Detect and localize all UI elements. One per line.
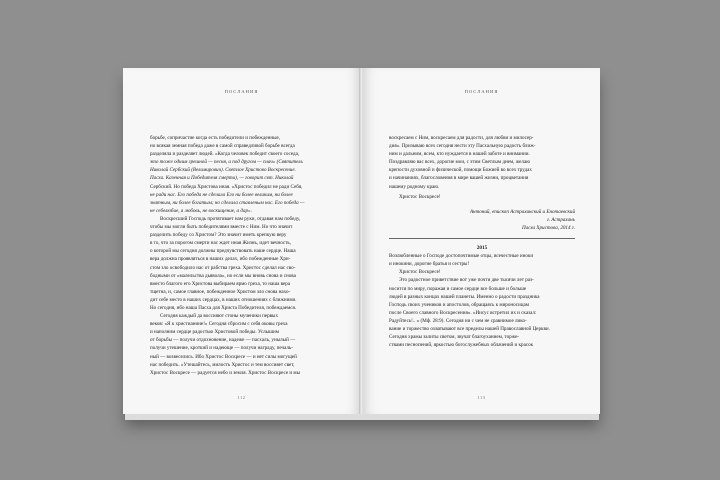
right-running-head: ПОСЛАНИЯ bbox=[464, 89, 499, 94]
text-line: вместо благого его Христова выбираем ярмо греха, то наша вера bbox=[150, 280, 291, 287]
text-line: от борьбы — получи отдохновение, надеже — пасхаль, унылый — bbox=[150, 337, 296, 344]
text-line: тщетна, и, самое главное, побежденное Христом зло снова нахо- bbox=[150, 288, 291, 295]
text-line: ним и дальним, всем, кто нуждается в нашей заботе и внимании. bbox=[389, 151, 530, 158]
text-line: стом зло освободило нас от рабства греха. Христос сделал нас сво- bbox=[150, 264, 296, 271]
text-line: дит себе место в наших сердцах, в наших отношениях с ближними. bbox=[150, 296, 297, 303]
text-line: нашему родному краю. bbox=[389, 183, 440, 190]
text-line: разделяла и разделяет людей. «Когда человек победит своего соседа, bbox=[150, 151, 300, 158]
text-line: Но сегодня, ибо наша Пасха для Христа Победителя, побеждаемся. bbox=[150, 304, 297, 311]
text-line: крепости духовной и физической, помощи Божией во всех трудах bbox=[389, 167, 532, 174]
text-line: Господь своих учеников и апостолов, обращаясь к мироносицам bbox=[389, 301, 529, 308]
text-line: ный — возвеселись. Ибо Христос Воскресе — и нет силы могущей bbox=[150, 353, 297, 360]
text-line: Воскресший Господь протягивает нам руки, отдавая нам победу, bbox=[160, 215, 301, 222]
text-line: ствами песнопений, яркостью богослужебных облачений и красок bbox=[389, 342, 534, 349]
right-page bbox=[363, 68, 600, 414]
text-line: Возлюбленные о Господе достопочтимые отцы, всечестные иноки bbox=[389, 253, 534, 260]
right-page-text bbox=[389, 134, 575, 349]
section-divider bbox=[389, 238, 575, 239]
text-line: Это радостное приветствие вот уже почти две тысячи лет раз- bbox=[399, 277, 534, 284]
text-line: бодными от «малельства дьявола», но если мы вновь снова и снова bbox=[150, 272, 296, 279]
signature-line: Пасха Христова, 2014 г. bbox=[521, 224, 575, 231]
text-line: вание и торжество охватывают все пределы нашей Православной Церкви. bbox=[389, 325, 550, 332]
right-page-number: 113 bbox=[477, 395, 486, 400]
left-page-text bbox=[150, 134, 336, 377]
text-line: и наполним сердце радостью Христовой победы. Услышим bbox=[150, 329, 279, 336]
text-line: получи утешение, кроткий и надеюще — получи награду, печаль- bbox=[150, 345, 293, 352]
text-line: Христос Воскресе! bbox=[399, 269, 441, 276]
text-line: Радуйтесь!.. » (Мф. 28:9). Сегодня ни с чем не сравнимое лико- bbox=[389, 317, 527, 324]
left-page-number: 112 bbox=[237, 395, 246, 400]
text-line: разделить победу со Христом? Это значит иметь крепкую веру bbox=[150, 232, 287, 239]
text-line: дия». Призываю всех сегодня нести эту Пасхальную радость ближ- bbox=[389, 143, 536, 150]
text-line: после Своего славного Воскресения». «Иисус встретил их и сказал: bbox=[389, 309, 537, 316]
text-line: Христос Воскресе — радуется небо и земля. Христос Воскресе и мы bbox=[150, 369, 301, 376]
text-line: Николай Сербский (Велимирович). Светлое Христово Воскресение. bbox=[150, 167, 296, 174]
signature-line: Антоний, епископ Астрахинский и Енотаевский bbox=[469, 208, 575, 215]
year-heading: 2015 bbox=[476, 245, 488, 252]
text-line: не ради нас. Его победа не сделала Его ни более великим, ни более bbox=[150, 191, 293, 198]
text-line: знатным, ни более богатым; но сделала ставленым нас. Его победа — bbox=[150, 199, 305, 206]
text-line: не себелюбие, а любовь, не воскищение, а дар». bbox=[150, 207, 252, 214]
easter-greeting: Христос Воскресе! bbox=[399, 193, 441, 200]
text-line: веков: «Я к христианине!» Сегодня сбросим с себя оковы греха bbox=[150, 321, 288, 328]
left-page bbox=[123, 68, 360, 414]
text-line: Сегодня каждый да воссияют стоны мученики первых bbox=[160, 313, 279, 320]
text-line: о которой мы сегодня должны предчувствовать наше сердце. Наша bbox=[150, 248, 296, 255]
text-line: Сегодня храмы залиты светом, звучат благоуханием, торже- bbox=[389, 334, 520, 341]
text-line: Сербский. Но победа Христова иная. «Христос победил не ради Себя, bbox=[150, 183, 303, 190]
text-line: чтобы мы могли быть победителями вместе с Ним. Но что значит bbox=[150, 224, 293, 231]
text-line: людей в разных концах нашей планеты. Именно о радости праздника bbox=[389, 293, 540, 300]
text-line: борьбе, сопричастие когда есть победители и побежденные, bbox=[150, 135, 281, 141]
text-line: нас победить. «Утешайтесь, милость Христос и тем воссияет свет, bbox=[150, 361, 295, 368]
signature-line: г. Астрахань bbox=[546, 216, 575, 223]
text-line: носится по миру, поражая и самое сердце все больше и больше bbox=[389, 285, 527, 292]
text-line: вера должна проявляться в наших делах, ибо побежденные Хри- bbox=[150, 256, 291, 263]
open-book bbox=[123, 68, 601, 418]
text-line: Пасха. Казенная и Победителя смерти), — говорит свт. Николай bbox=[150, 175, 294, 182]
left-running-head: ПОСЛАНИЯ bbox=[224, 89, 259, 94]
text-line: и начинаниях, благословения в мире вашей жизни, процветания bbox=[389, 175, 529, 182]
text-line: воскресаем с Ним, воскресаем для радости, для любви и милосер- bbox=[389, 135, 534, 141]
text-line: Поздравляю вас всех, дорогие мои, с этим Светлым днем, желаю bbox=[389, 159, 531, 166]
text-line: это тоже одним грешной — песня, а под другом — плач» (Святитель bbox=[150, 159, 303, 166]
text-line: но всякая земная победа даже в самой справедливой борьбе всегда bbox=[150, 143, 295, 150]
text-line: в то, что за порогом смерти нас ждет иная Жизнь, идет вечность, bbox=[150, 240, 291, 247]
text-line: и инокини, дорогие братья и сестры! bbox=[389, 261, 470, 268]
